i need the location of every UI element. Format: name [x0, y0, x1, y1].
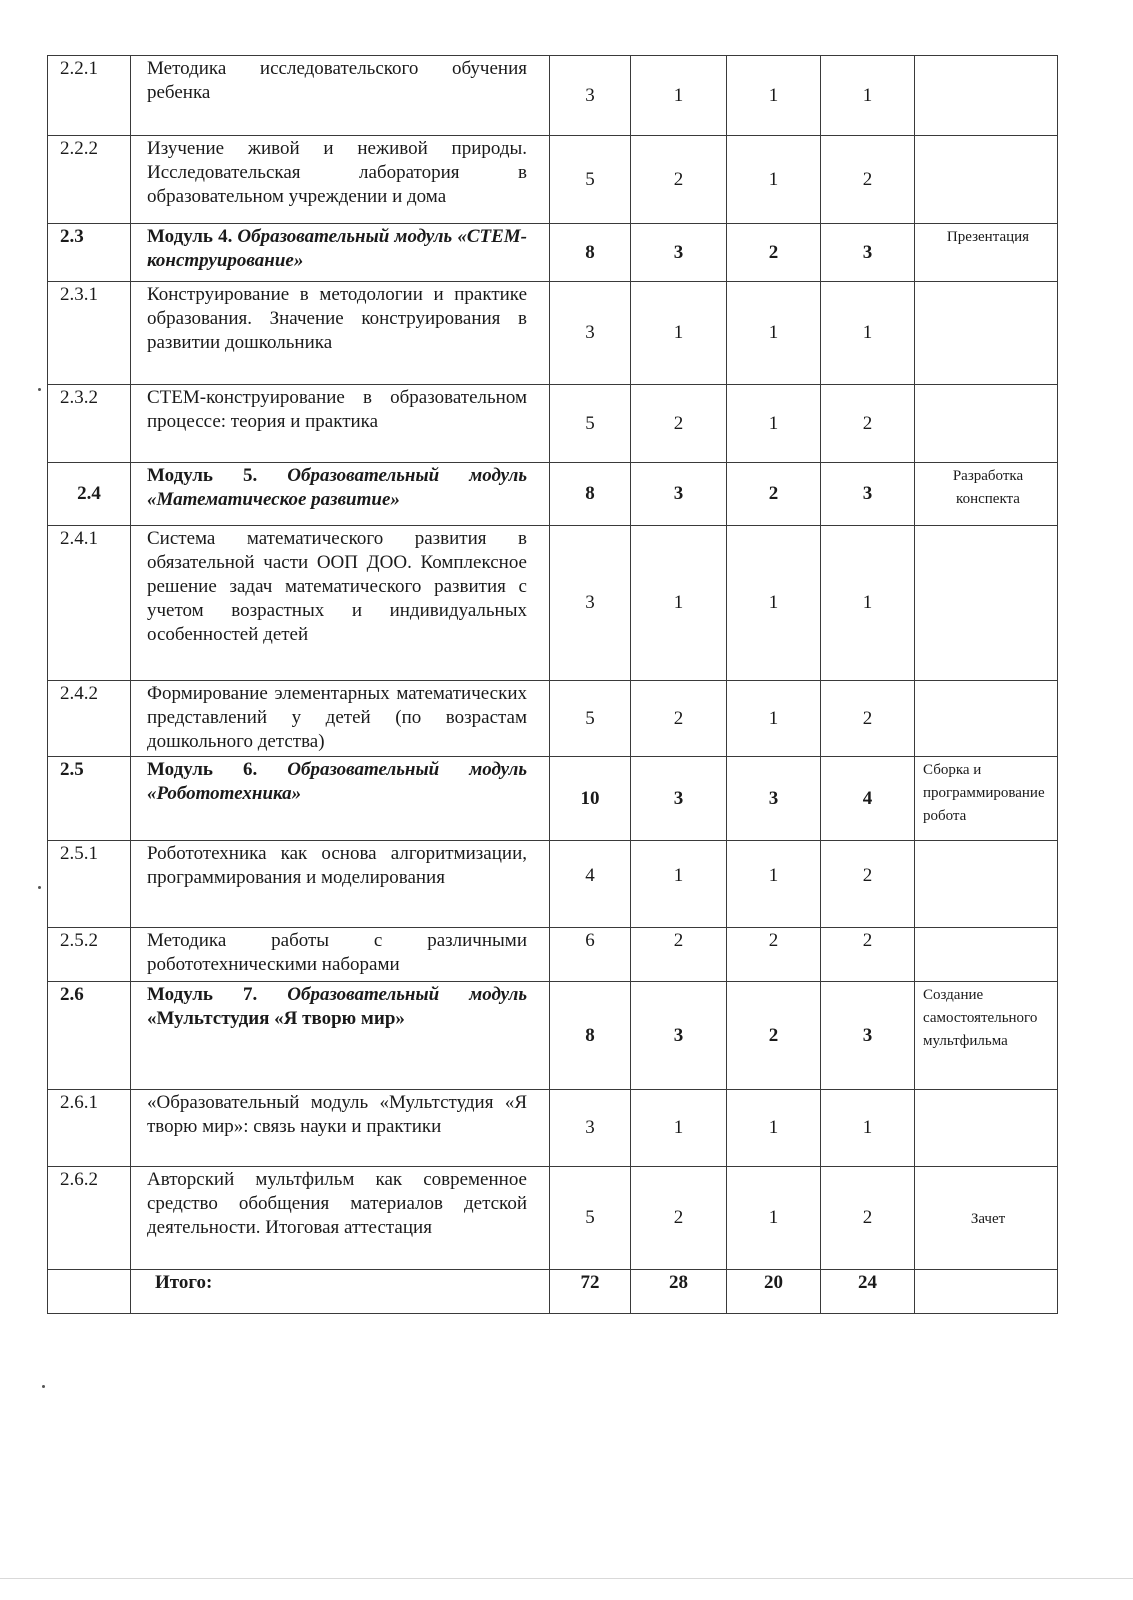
module-label: Модуль 5.	[147, 465, 288, 486]
row-number: 2.3.1	[48, 282, 131, 385]
control-form: Презентация	[915, 224, 1058, 282]
hours-lectures: 2	[631, 385, 727, 463]
hours-total: 3	[550, 526, 631, 681]
module-label: Модуль 4.	[147, 226, 238, 247]
module-name-suffix: «Мультстудия «Я творю мир»	[147, 1008, 405, 1029]
hours-self: 2	[821, 136, 915, 224]
hours-practice: 2	[727, 463, 821, 526]
row-number: 2.6	[48, 982, 131, 1090]
row-number: 2.4	[48, 463, 131, 526]
hours-total: 4	[550, 841, 631, 928]
totals-form	[915, 1270, 1058, 1314]
totals-total: 72	[550, 1270, 631, 1314]
hours-lectures: 1	[631, 56, 727, 136]
hours-total: 8	[550, 463, 631, 526]
table-row	[48, 928, 1058, 982]
hours-self: 3	[821, 224, 915, 282]
hours-total: 8	[550, 982, 631, 1090]
hours-lectures: 3	[631, 757, 727, 841]
row-number: 2.3.2	[48, 385, 131, 463]
module-row	[48, 757, 1058, 841]
table-row	[48, 1167, 1058, 1270]
hours-self: 1	[821, 526, 915, 681]
module-label: Модуль 7.	[147, 984, 288, 1005]
row-number: 2.4.1	[48, 526, 131, 681]
hours-total: 5	[550, 385, 631, 463]
row-title: Робототехника как основа алгоритмизации, программирования и моделирования	[131, 841, 550, 928]
row-number: 2.4.2	[48, 681, 131, 757]
module-label: Модуль 6.	[147, 759, 288, 780]
table-row	[48, 282, 1058, 385]
hours-lectures: 3	[631, 463, 727, 526]
scan-dot	[38, 886, 41, 889]
row-title: Конструирование в методологии и практике образования. Значение конструирования в развитии дошкольника	[131, 282, 550, 385]
row-number: 2.6.2	[48, 1167, 131, 1270]
control-form	[915, 136, 1058, 224]
hours-self: 2	[821, 841, 915, 928]
row-title: Методика исследовательского обучения ребенка	[131, 56, 550, 136]
control-form: Создание самостоятельного мультфильма	[915, 982, 1058, 1090]
row-number: 2.5	[48, 757, 131, 841]
module-row	[48, 982, 1058, 1090]
hours-practice: 2	[727, 224, 821, 282]
hours-practice: 1	[727, 1167, 821, 1270]
table-row	[48, 56, 1058, 136]
hours-practice: 1	[727, 1090, 821, 1167]
totals-self: 24	[821, 1270, 915, 1314]
hours-total: 5	[550, 1167, 631, 1270]
hours-self: 1	[821, 1090, 915, 1167]
row-number: 2.2.2	[48, 136, 131, 224]
scan-edge-line	[0, 1578, 1133, 1579]
hours-lectures: 1	[631, 526, 727, 681]
table-row	[48, 841, 1058, 928]
control-form	[915, 385, 1058, 463]
hours-practice: 1	[727, 282, 821, 385]
module-name: Образовательный модуль «СТЕМ-конструирование»	[147, 226, 527, 271]
hours-total: 3	[550, 1090, 631, 1167]
hours-lectures: 3	[631, 224, 727, 282]
totals-practice: 20	[727, 1270, 821, 1314]
curriculum-table	[47, 55, 1058, 1314]
hours-lectures: 3	[631, 982, 727, 1090]
hours-total: 6	[550, 928, 631, 982]
module-title	[131, 463, 550, 526]
hours-self: 3	[821, 463, 915, 526]
hours-lectures: 2	[631, 681, 727, 757]
table-row	[48, 136, 1058, 224]
module-row	[48, 224, 1058, 282]
totals-label: Итого:	[131, 1270, 550, 1314]
hours-self: 2	[821, 385, 915, 463]
table-row	[48, 1090, 1058, 1167]
hours-self: 1	[821, 282, 915, 385]
hours-total: 3	[550, 56, 631, 136]
totals-row	[48, 1270, 1058, 1314]
scan-dot	[38, 388, 41, 391]
control-form	[915, 526, 1058, 681]
table-row	[48, 385, 1058, 463]
control-form	[915, 928, 1058, 982]
row-title: Методика работы с различными робототехническими наборами	[131, 928, 550, 982]
hours-self: 4	[821, 757, 915, 841]
hours-self: 2	[821, 928, 915, 982]
table-row	[48, 681, 1058, 757]
hours-practice: 1	[727, 136, 821, 224]
hours-total: 5	[550, 681, 631, 757]
hours-self: 3	[821, 982, 915, 1090]
module-row	[48, 463, 1058, 526]
control-form	[915, 282, 1058, 385]
hours-total: 5	[550, 136, 631, 224]
hours-total: 3	[550, 282, 631, 385]
row-title: «Образовательный модуль «Мультстудия «Я творю мир»: связь науки и практики	[131, 1090, 550, 1167]
hours-lectures: 2	[631, 136, 727, 224]
control-form: Сборка и программирование робота	[915, 757, 1058, 841]
row-number: 2.5.2	[48, 928, 131, 982]
row-title: Изучение живой и неживой природы. Исследовательская лаборатория в образовательном учреждении и дома	[131, 136, 550, 224]
hours-total: 10	[550, 757, 631, 841]
control-form	[915, 841, 1058, 928]
control-form	[915, 681, 1058, 757]
hours-lectures: 1	[631, 841, 727, 928]
row-number: 2.6.1	[48, 1090, 131, 1167]
totals-number	[48, 1270, 131, 1314]
hours-lectures: 1	[631, 282, 727, 385]
hours-practice: 1	[727, 56, 821, 136]
row-title: Авторский мультфильм как современное средство обобщения материалов детской деятельности. Итоговая аттестация	[131, 1167, 550, 1270]
hours-self: 2	[821, 681, 915, 757]
hours-practice: 3	[727, 757, 821, 841]
module-name: Образовательный модуль	[287, 984, 527, 1005]
hours-practice: 1	[727, 385, 821, 463]
hours-lectures: 1	[631, 1090, 727, 1167]
hours-lectures: 2	[631, 1167, 727, 1270]
module-title	[131, 982, 550, 1090]
hours-total: 8	[550, 224, 631, 282]
control-form: Зачет	[915, 1167, 1058, 1270]
module-name: Образовательный модуль «Робототехника»	[147, 759, 527, 804]
hours-practice: 1	[727, 681, 821, 757]
row-title: Система математического развития в обязательной части ООП ДОО. Комплексное решение задач математического развития с учетом возрастных и индивидуальных особенностей детей	[131, 526, 550, 681]
control-form	[915, 1090, 1058, 1167]
module-title	[131, 224, 550, 282]
row-number: 2.2.1	[48, 56, 131, 136]
totals-lectures: 28	[631, 1270, 727, 1314]
hours-self: 2	[821, 1167, 915, 1270]
module-title	[131, 757, 550, 841]
table-row	[48, 526, 1058, 681]
row-number: 2.3	[48, 224, 131, 282]
hours-practice: 2	[727, 982, 821, 1090]
hours-practice: 1	[727, 841, 821, 928]
hours-practice: 1	[727, 526, 821, 681]
control-form	[915, 56, 1058, 136]
hours-practice: 2	[727, 928, 821, 982]
row-title: СТЕМ-конструирование в образовательном процессе: теория и практика	[131, 385, 550, 463]
hours-self: 1	[821, 56, 915, 136]
hours-lectures: 2	[631, 928, 727, 982]
row-title: Формирование элементарных математических представлений у детей (по возрастам дошкольного детства)	[131, 681, 550, 757]
control-form: Разработка конспекта	[915, 463, 1058, 526]
row-number: 2.5.1	[48, 841, 131, 928]
scan-dot	[42, 1385, 45, 1388]
module-name: Образовательный модуль «Математическое развитие»	[147, 465, 527, 510]
